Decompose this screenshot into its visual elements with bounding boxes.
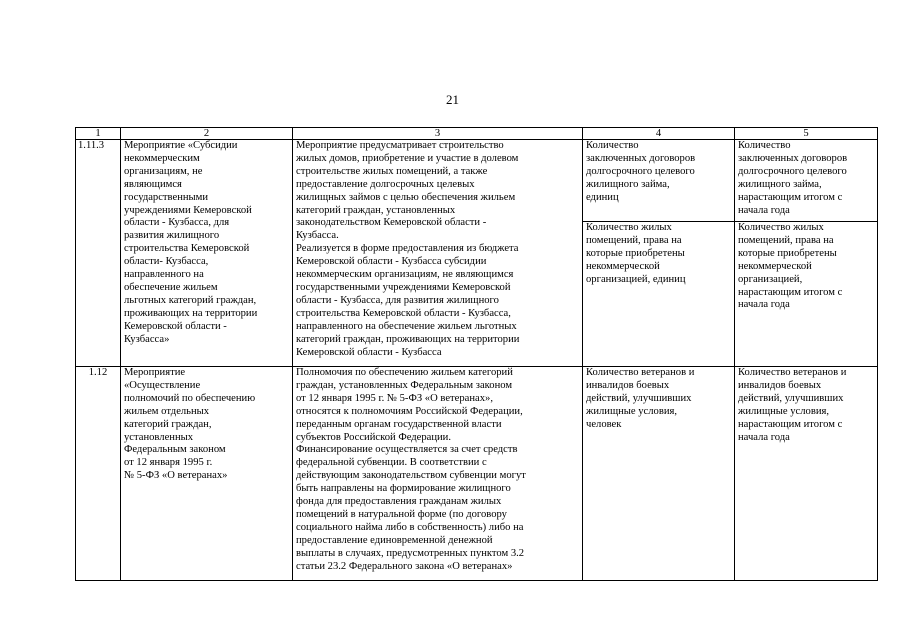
indicator-contracts: Количество заключенных договоров долгосрочного целевого жилищного займа, единиц <box>586 140 696 203</box>
measure-name: Мероприятие «Осуществление полномочий по обеспечению жильем отдельных категорий граждан, установленных Федеральным законом от 12 января 1995 г. № 5-ФЗ «О ветеранах» <box>121 367 293 581</box>
table-header-row <box>76 128 878 140</box>
header-cell: 4 <box>583 128 735 140</box>
cumulative-veterans: Количество ветеранов и инвалидов боевых действий, улучшивших жилищные условия, нарастающим итогом с начала года <box>735 367 878 581</box>
row-number: 1.12 <box>76 367 121 581</box>
page-number: 21 <box>446 92 459 107</box>
table-row <box>76 367 878 581</box>
row-number: 1.11.3 <box>76 140 121 367</box>
measure-description: Мероприятие предусматривает строительство жилых домов, приобретение и участие в долевом строительстве жилых помещений, а также предоставление долгосрочных целевых жилищных займов с целью обеспечения жильем категорий граждан, установленных законодательством Кемеровской области - Кузбасса. Реализуется в форме предоставления из бюджета Кемеровской области - Кузбасса субсидии некоммерческим организациям, не являющимся государственными учреждениями Кемеровской области - Кузбасса, для развития жилищного строительства Кемеровской области - Кузбасса, направленного на обеспечение жильем льготных категорий граждан, проживающих на территории Кемеровской области - Кузбасса <box>293 140 583 367</box>
indicator-veterans: Количество ветеранов и инвалидов боевых действий, улучшивших жилищные условия, человек <box>583 367 735 581</box>
cumulative-indicator-cell <box>735 140 878 367</box>
indicator-premises: Количество жилых помещений, права на которые приобретены некоммерческой организацией, единиц <box>583 221 734 287</box>
cumulative-contracts: Количество заключенных договоров долгосрочного целевого жилищного займа, нарастающим итогом с начала года <box>738 140 848 216</box>
measure-name: Мероприятие «Субсидии некоммерческим организациям, не являющимся государственными учреждениями Кемеровской области - Кузбасса, для развития жилищного строительства Кемеровской области- Кузбасса, направленного на обеспечение жильем льготных категорий граждан, проживающих на территории Кемеровской области - Кузбасса» <box>121 140 293 367</box>
measures-table <box>75 127 878 581</box>
header-cell: 1 <box>76 128 121 140</box>
header-cell: 2 <box>121 128 293 140</box>
header-cell: 3 <box>293 128 583 140</box>
table-row <box>76 140 878 367</box>
measure-description: Полномочия по обеспечению жильем категорий граждан, установленных Федеральным законом от 12 января 1995 г. № 5-ФЗ «О ветеранах», относятся к полномочиям Российской Федерации, переданным органам государственной власти субъектов Российской Федерации. Финансирование осуществляется за счет средств федеральной субвенции. В соответствии с действующим законодательством субвенции могут быть направлены на формирование жилищного фонда для предоставления гражданам жилых помещений в натуральной форме (по договору социального найма либо в собственность) либо на предоставление единовременной денежной выплаты в случаях, предусмотренных пунктом 3.2 статьи 23.2 Федерального закона «О ветеранах» <box>293 367 583 581</box>
cumulative-premises: Количество жилых помещений, права на которые приобретены некоммерческой организацией, нарастающим итогом с начала года <box>735 221 877 312</box>
indicator-cell <box>583 140 735 367</box>
header-cell: 5 <box>735 128 878 140</box>
